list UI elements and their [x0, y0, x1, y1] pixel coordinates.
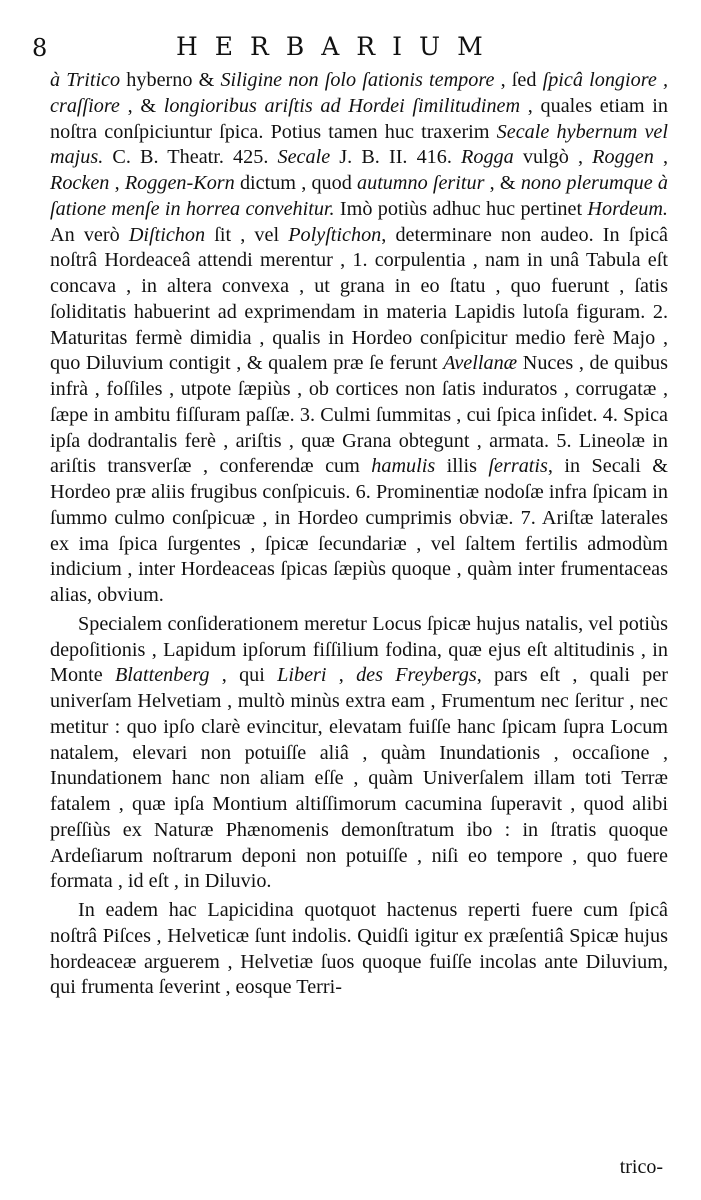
- italic-run: Avellanæ: [443, 352, 518, 375]
- italic-run: Blattenberg: [114, 664, 210, 687]
- text-run: , determinare non audeo. In ſpicâ noſtrâ Hordeaceâ attendi merentur , 1. corpulentia , nam in unâ Tabula eſt concava , in altera convexa , ut grana in eo ſtatu , quo fuerunt , ſatis ſoliditatis habuerint ad exprimendam in materia Lapidis lutoſa figuram. 2. Maturitas fermè dimidia , qualis in Hordeo conſpicitur medio ferè Majo , quo Diluvium contigit , & qualem præ ſe ferunt: [50, 223, 668, 375]
- italic-run: Polyſtichon: [288, 223, 382, 246]
- text-run: ,: [109, 172, 125, 194]
- text-run: ſit , vel: [205, 223, 289, 246]
- italic-run: longioribus ariſtis: [163, 94, 313, 117]
- italic-run: Rocken: [50, 172, 110, 194]
- page-header: [0, 28, 701, 68]
- paragraph-1: [50, 68, 668, 609]
- text-run: Nuces , de quibus infrà , foſſiles , utpote ſæpiùs , ob cortices non ſatis induratos , corrugatæ , ſæpe in ambitu fiſſuram paſſæ. 3. Culmi ſummitas , cui ſpica inſidet. 4. Spica ipſa dodrantalis ferè , ariſtis , quæ Grana obtegunt , armata. 5. Lineolæ in ariſtis transverſæ , conferendæ cum: [50, 352, 668, 478]
- text-run: illis: [435, 455, 489, 478]
- italic-run: Hordeum.: [587, 197, 668, 220]
- text-run: J. B. II. 416.: [330, 146, 462, 169]
- text-run: C. B. Theatr. 425.: [103, 146, 278, 169]
- italic-run: Roggen: [592, 146, 654, 169]
- paragraph-3: [50, 898, 668, 1001]
- italic-run: ſerratis: [488, 455, 548, 478]
- catchword: trico-: [619, 1156, 663, 1178]
- text-run: vulgò ,: [513, 146, 593, 169]
- text-run: , pars eſt , quali per univerſam Helvetiam , multò minùs extra eam , Frumentum nec ſeritur , nec metitur : quo ipſo clarè evincitur, elevatam fuiſſe hanc ſpicam ſupra Locum natalem, elevari non potuiſſe aliâ , quàm Inundationis , occaſione , Inundationem hanc non aliam eſſe , quàm Univerſalem illam toti Terræ fatalem , quæ ipſa Montium altiſſimorum cacumina ſuperavit , quod alibi preſſiùs ex Naturæ Phænomenis demonſtratum ibo : in ſtratis quoque Ardeſiarum noſtrarum deponi non potuiſſe , niſi eo tempore , quo fuere formata , id eſt , in Diluvio.: [50, 664, 669, 893]
- italic-run: ſpicâ longiore , craſſiore: [50, 69, 668, 117]
- paragraph-2: [50, 612, 668, 895]
- italic-run: hamulis: [371, 455, 436, 478]
- text-run: hyberno &: [120, 69, 221, 91]
- text-run: In eadem hac Lapicidina quotquot hactenus reperti fuere cum ſpicâ noſtrâ Piſces , Helveticæ ſunt indolis. Quidſi igitur ex præſentiâ Spicæ hujus hordeaceæ arguerem , Helvetiæ ſuos quoque fuiſſe incolas ante Diluvium, qui frumenta ſeverint , eosque Terri-: [50, 899, 668, 999]
- italic-run: Tritico: [66, 69, 121, 91]
- text-run: Specialem conſiderationem meretur Locus ſpicæ hujus natalis, vel potiùs depoſitionis , Lapidum ipſorum fiſſilium fodina, quæ ejus eſt altitudinis , in Monte: [50, 612, 668, 687]
- text-run: , qui: [209, 664, 278, 687]
- italic-run: nono plerumque à ſatione menſe in horrea convehitur.: [50, 172, 669, 220]
- italic-run: Siligine non ſolo ſationis tempore: [220, 69, 495, 91]
- text-run: , quales etiam in noſtra conſpiciuntur ſpica. Potius tamen huc traxerim: [50, 94, 668, 143]
- italic-run: des Freybergs: [356, 664, 477, 687]
- page-number: 8: [32, 34, 48, 62]
- italic-run: ad Hordei ſimilitudinem: [312, 94, 521, 117]
- italic-run: Roggen-Korn: [124, 172, 235, 194]
- text-run: , in Secali & Hordeo præ aliis frugibus conſpicuis. 6. Prominentiæ nodoſæ infra ſpicam in ſummo culmo conſpicuæ , in Hordeo cumprimis obviæ. 7. Ariſtæ laterales ex ima ſpica ſurgentes , ſpicæ ſecundariæ , vel ſaltem fertilis admodùm indicium , inter Hordeaceas ſpicas ſæpiùs quoque , quàm inter frumentaceas alias, obvium.: [50, 455, 668, 606]
- italic-run: Diſtichon: [128, 223, 206, 246]
- main-text: [50, 68, 668, 1001]
- text-run: ,: [653, 146, 668, 169]
- italic-run: à: [50, 69, 67, 91]
- text-run: dictum , quod: [234, 172, 358, 194]
- italic-run: Secale: [277, 146, 331, 169]
- text-run: Imò potiùs adhuc huc pertinet: [334, 197, 588, 220]
- italic-run: Secale hybernum vel majus.: [50, 120, 668, 169]
- running-head: HERBARIUM: [176, 32, 500, 61]
- italic-run: Rogga: [461, 146, 514, 169]
- italic-run: Liberi: [277, 664, 327, 687]
- text-run: , ſed: [494, 69, 543, 91]
- italic-run: autumno ſeritur: [357, 172, 485, 194]
- text-run: , &: [119, 94, 164, 117]
- text-run: An verò: [50, 223, 129, 246]
- text-run: , &: [484, 172, 521, 194]
- text-run: ,: [326, 664, 357, 687]
